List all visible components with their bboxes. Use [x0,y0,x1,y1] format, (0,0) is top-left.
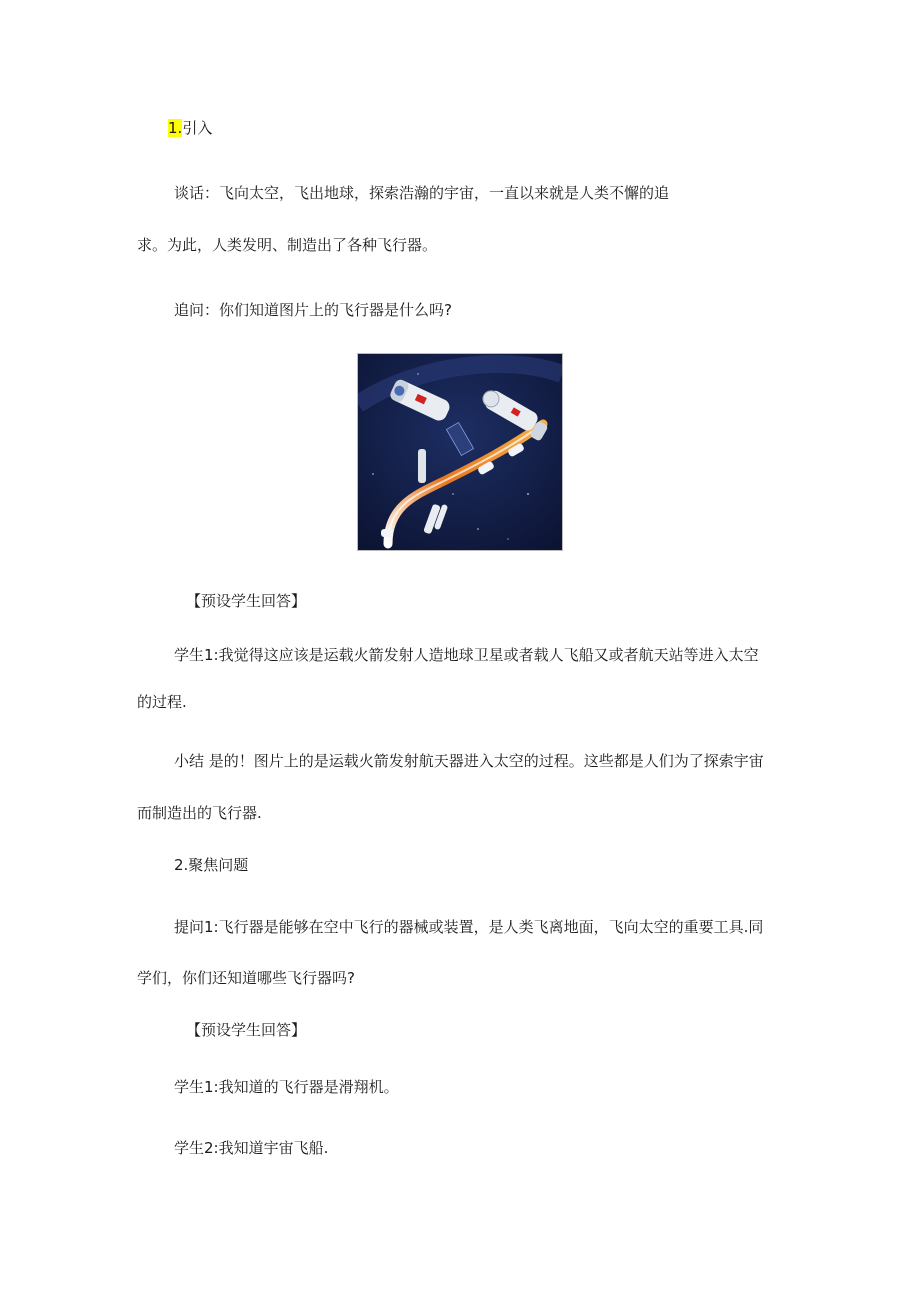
section-1-heading [168,118,212,138]
summary-line-2: 而制造出的飞行器. [137,804,262,822]
summary-line-1: 小结 是的！图片上的是运载火箭发射航天器进入太空的过程。这些都是人们为了探索宇宙 [174,752,764,770]
intro-line-1: 谈话：飞向太空，飞出地球，探索浩瀚的宇宙，一直以来就是人类不懈的追 [174,184,670,202]
section-1-title: 引入 [182,119,213,137]
intro-line-2: 求。为此，人类发明、制造出了各种飞行器。 [137,236,438,254]
spacecraft-image [357,353,563,551]
student-1-answer-line-2: 的过程. [137,693,187,711]
question-2-line-1: 提问1:飞行器是能够在空中飞行的器械或装置，是人类飞离地面，飞向太空的重要工具.同 [174,918,764,936]
question-1: 追问：你们知道图片上的飞行器是什么吗? [174,301,452,319]
section-2-heading: 2.聚焦问题 [174,856,249,874]
section-1-number: 1. [168,119,183,137]
student-1-answer-glider: 学生1:我知道的飞行器是滑翔机。 [174,1078,399,1096]
student-1-answer-line-1: 学生1:我觉得这应该是运载火箭发射人造地球卫星或者载人飞船又或者航天站等进入太空 [174,646,759,664]
question-2-line-2: 学们，你们还知道哪些飞行器吗? [137,969,355,987]
preset-answers-heading-1: 【预设学生回答】 [186,592,307,610]
student-2-answer: 学生2:我知道宇宙飞船. [174,1139,329,1157]
preset-answers-heading-2: 【预设学生回答】 [186,1021,307,1039]
